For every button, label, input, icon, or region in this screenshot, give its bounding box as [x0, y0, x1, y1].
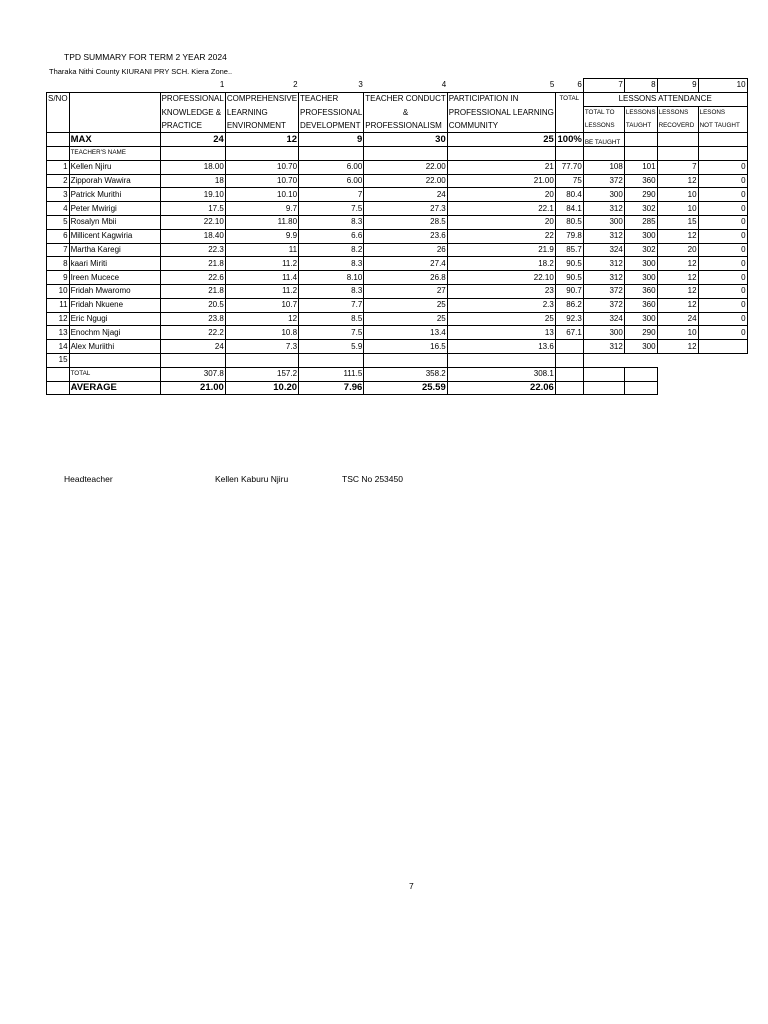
column-number: 7 — [583, 79, 624, 93]
score-cell: 12 — [657, 257, 698, 271]
score-cell: 10.7 — [225, 298, 298, 312]
table-row — [47, 353, 748, 367]
score-cell: 0 — [698, 215, 747, 229]
header-c9: RECOVERD — [657, 119, 698, 132]
column-number: 6 — [555, 79, 583, 93]
score-cell: 290 — [624, 326, 657, 340]
score-cell — [583, 353, 624, 367]
score-cell: 21.00 — [447, 174, 555, 188]
teacher-name — [69, 353, 160, 367]
blank-cell — [583, 367, 624, 381]
table-row — [47, 284, 748, 298]
table-row — [47, 257, 748, 271]
header-c7: BE TAUGHT — [583, 133, 624, 147]
score-cell: 300 — [583, 215, 624, 229]
score-cell: 372 — [583, 284, 624, 298]
score-cell: 22.1 — [447, 202, 555, 216]
score-cell: 22.10 — [447, 271, 555, 285]
score-cell: 24 — [160, 340, 225, 354]
column-number-row — [47, 79, 748, 93]
score-cell: 85.7 — [555, 243, 583, 257]
teacher-name: Rosalyn Mbii — [69, 215, 160, 229]
row-number: 12 — [47, 312, 70, 326]
blank-cell — [555, 119, 583, 132]
score-cell: 300 — [624, 257, 657, 271]
score-cell: 11.2 — [225, 284, 298, 298]
header-c1: PRACTICE — [160, 119, 225, 132]
row-number: 9 — [47, 271, 70, 285]
table-row — [47, 340, 748, 354]
score-cell: 22.3 — [160, 243, 225, 257]
table-row — [47, 271, 748, 285]
blank-cell — [47, 146, 70, 160]
header-c4: & — [364, 106, 447, 119]
blank-cell — [583, 381, 624, 395]
score-cell: 13.6 — [447, 340, 555, 354]
header-c3: PROFESSIONAL — [299, 106, 364, 119]
blank-cell — [69, 79, 160, 93]
score-cell: 101 — [624, 160, 657, 174]
score-cell: 77.70 — [555, 160, 583, 174]
column-number: 3 — [358, 80, 363, 90]
average-value: 22.06 — [447, 381, 555, 395]
blank-cell — [555, 367, 583, 381]
score-cell: 25 — [364, 298, 447, 312]
header-c10: NOT TAUGHT — [698, 119, 747, 132]
score-cell: 10 — [657, 188, 698, 202]
score-cell: 75 — [555, 174, 583, 188]
blank-cell — [69, 119, 160, 132]
score-cell: 6.00 — [299, 174, 364, 188]
max-value: 24 — [160, 133, 225, 147]
header-c1: KNOWLEDGE & — [160, 106, 225, 119]
teacher-name: Millicent Kagwiria — [69, 229, 160, 243]
score-cell: 21.8 — [160, 257, 225, 271]
average-label: AVERAGE — [69, 381, 160, 395]
blank-cell — [160, 146, 225, 160]
blank-cell — [364, 146, 447, 160]
document-title: TPD SUMMARY FOR TERM 2 YEAR 2024 — [64, 52, 227, 62]
page-number: 7 — [409, 881, 414, 891]
blank-cell — [698, 146, 747, 160]
score-cell: 108 — [583, 160, 624, 174]
score-cell: 7.3 — [225, 340, 298, 354]
score-cell: 0 — [698, 326, 747, 340]
row-number: 15 — [47, 353, 70, 367]
score-cell: 9.9 — [225, 229, 298, 243]
score-cell: 80.5 — [555, 215, 583, 229]
score-cell — [698, 353, 747, 367]
score-cell: 22.10 — [160, 215, 225, 229]
score-cell: 20 — [447, 188, 555, 202]
score-cell: 8.2 — [299, 243, 364, 257]
blank-cell — [47, 79, 70, 93]
score-cell: 300 — [583, 326, 624, 340]
score-cell — [160, 353, 225, 367]
score-cell: 0 — [698, 312, 747, 326]
score-cell: 300 — [624, 271, 657, 285]
header-row — [47, 92, 748, 106]
score-cell: 22.2 — [160, 326, 225, 340]
column-number: 8 — [624, 79, 657, 93]
score-cell: 90.7 — [555, 284, 583, 298]
score-cell: 23 — [447, 284, 555, 298]
header-c5: COMMUNITY — [447, 119, 555, 132]
score-cell: 10.10 — [225, 188, 298, 202]
score-cell: 9.7 — [225, 202, 298, 216]
score-cell: 12 — [657, 284, 698, 298]
score-cell: 0 — [698, 188, 747, 202]
score-cell: 302 — [624, 243, 657, 257]
row-number: 14 — [47, 340, 70, 354]
row-number: 11 — [47, 298, 70, 312]
blank-cell — [47, 119, 70, 132]
row-number: 8 — [47, 257, 70, 271]
row-number: 5 — [47, 215, 70, 229]
score-cell: 25 — [364, 312, 447, 326]
score-cell: 324 — [583, 312, 624, 326]
blank-cell — [69, 106, 160, 119]
score-cell: 8.3 — [299, 257, 364, 271]
score-cell: 8.3 — [299, 215, 364, 229]
header-c4: PROFESSIONALISM — [364, 119, 447, 132]
blank-cell — [657, 133, 698, 147]
score-cell: 7 — [299, 188, 364, 202]
score-cell: 86.2 — [555, 298, 583, 312]
score-cell: 21 — [447, 160, 555, 174]
row-number: 4 — [47, 202, 70, 216]
teacher-name: Zipporah Wawira — [69, 174, 160, 188]
blank-cell — [698, 133, 747, 147]
score-cell: 15 — [657, 215, 698, 229]
score-cell: 12 — [225, 312, 298, 326]
sno-header: S/NO — [47, 92, 70, 106]
max-value: 30 — [364, 133, 447, 147]
header-c2: LEARNING — [225, 106, 298, 119]
teacher-name: Enochm Njagi — [69, 326, 160, 340]
header-c5: PROFESSIONAL LEARNING — [447, 106, 555, 119]
score-cell: 10.8 — [225, 326, 298, 340]
header-c3: DEVELOPMENT — [299, 119, 364, 132]
score-cell: 300 — [624, 312, 657, 326]
score-cell: 13.4 — [364, 326, 447, 340]
blank-cell — [583, 146, 624, 160]
score-cell: 79.8 — [555, 229, 583, 243]
score-cell: 5.9 — [299, 340, 364, 354]
score-cell: 324 — [583, 243, 624, 257]
blank-cell — [47, 133, 70, 147]
score-cell: 7.7 — [299, 298, 364, 312]
column-number: 5 — [549, 80, 555, 90]
score-cell: 25 — [447, 312, 555, 326]
header-row — [47, 106, 748, 119]
table-row — [47, 160, 748, 174]
column-number: 9 — [657, 79, 698, 93]
total-value: 307.8 — [160, 367, 225, 381]
teacher-name: Ireen Mucece — [69, 271, 160, 285]
score-cell: 10.70 — [225, 174, 298, 188]
score-cell: 302 — [624, 202, 657, 216]
max-row — [47, 133, 748, 147]
total-value: 111.5 — [299, 367, 364, 381]
score-cell: 18.40 — [160, 229, 225, 243]
total-row — [47, 367, 748, 381]
score-cell: 360 — [624, 298, 657, 312]
score-cell: 0 — [698, 229, 747, 243]
blank-cell — [47, 367, 70, 381]
blank-cell — [624, 367, 657, 381]
max-value: 9 — [299, 133, 364, 147]
score-cell: 7.5 — [299, 202, 364, 216]
teacher-name: kaari Miriti — [69, 257, 160, 271]
score-cell: 12 — [657, 229, 698, 243]
score-cell: 8.5 — [299, 312, 364, 326]
table-row — [47, 243, 748, 257]
average-value: 7.96 — [299, 381, 364, 395]
column-number: 1 — [219, 80, 225, 90]
max-value: 100% — [555, 133, 583, 147]
table-row — [47, 215, 748, 229]
score-cell: 360 — [624, 284, 657, 298]
score-cell: 360 — [624, 174, 657, 188]
score-cell: 23.8 — [160, 312, 225, 326]
header-c8: LESSONS — [624, 106, 657, 119]
score-cell: 26.8 — [364, 271, 447, 285]
header-c3: TEACHER — [299, 92, 364, 106]
header-c7: TOTAL TO — [583, 106, 624, 119]
row-number: 6 — [47, 229, 70, 243]
score-cell: 27.3 — [364, 202, 447, 216]
score-cell: 0 — [698, 243, 747, 257]
score-cell: 300 — [583, 188, 624, 202]
signature-role: Headteacher — [64, 474, 113, 484]
score-cell: 285 — [624, 215, 657, 229]
row-number: 7 — [47, 243, 70, 257]
score-cell: 20.5 — [160, 298, 225, 312]
score-cell: 80.4 — [555, 188, 583, 202]
header-c5: PARTICIPATION IN — [447, 92, 555, 106]
score-cell: 7 — [657, 160, 698, 174]
score-cell: 300 — [624, 229, 657, 243]
score-cell: 11.80 — [225, 215, 298, 229]
score-cell: 18.2 — [447, 257, 555, 271]
score-cell: 12 — [657, 298, 698, 312]
table-row — [47, 326, 748, 340]
score-cell — [657, 353, 698, 367]
header-c1: PROFESSIONAL — [160, 92, 225, 106]
score-cell: 312 — [583, 340, 624, 354]
score-cell — [225, 353, 298, 367]
score-cell: 67.1 — [555, 326, 583, 340]
blank-cell — [657, 146, 698, 160]
table-row — [47, 229, 748, 243]
score-cell: 21.9 — [447, 243, 555, 257]
score-cell: 10 — [657, 202, 698, 216]
score-cell: 372 — [583, 174, 624, 188]
score-cell: 26 — [364, 243, 447, 257]
score-cell: 18.00 — [160, 160, 225, 174]
score-cell: 8.3 — [299, 284, 364, 298]
blank-cell — [69, 92, 160, 106]
score-cell — [555, 353, 583, 367]
total-label: TOTAL — [69, 367, 160, 381]
score-cell: 12 — [657, 271, 698, 285]
average-value: 21.00 — [160, 381, 225, 395]
score-cell: 28.5 — [364, 215, 447, 229]
score-cell — [299, 353, 364, 367]
teacher-name: Alex Muriithi — [69, 340, 160, 354]
tsc-number: TSC No 253450 — [342, 474, 403, 484]
score-cell: 0 — [698, 284, 747, 298]
score-cell: 12 — [657, 174, 698, 188]
blank-cell — [555, 146, 583, 160]
max-label: MAX — [69, 133, 160, 147]
score-cell: 24 — [364, 188, 447, 202]
header-c2: ENVIRONMENT — [225, 119, 298, 132]
score-cell: 20 — [447, 215, 555, 229]
teacher-name: Peter Mwirigi — [69, 202, 160, 216]
blank-cell — [47, 381, 70, 395]
header-c7: LESSONS — [583, 119, 624, 132]
blank-cell — [555, 381, 583, 395]
average-row — [47, 381, 748, 395]
teacher-name: Martha Karegi — [69, 243, 160, 257]
score-cell: 10 — [657, 326, 698, 340]
teacher-name: Eric Ngugi — [69, 312, 160, 326]
header-c10: LESONS — [698, 106, 747, 119]
blank-cell — [447, 146, 555, 160]
score-cell: 312 — [583, 257, 624, 271]
score-cell: 0 — [698, 257, 747, 271]
score-cell: 19.10 — [160, 188, 225, 202]
average-value: 25.59 — [364, 381, 447, 395]
teacher-name: Patrick Murithi — [69, 188, 160, 202]
max-value: 25 — [447, 133, 555, 147]
score-cell: 0 — [698, 174, 747, 188]
score-cell: 300 — [624, 340, 657, 354]
score-cell: 312 — [583, 229, 624, 243]
score-cell: 92.3 — [555, 312, 583, 326]
score-cell: 11.4 — [225, 271, 298, 285]
blank-cell — [299, 146, 364, 160]
score-cell: 290 — [624, 188, 657, 202]
row-number: 1 — [47, 160, 70, 174]
score-cell: 11.2 — [225, 257, 298, 271]
score-cell — [447, 353, 555, 367]
table-row — [47, 202, 748, 216]
score-cell: 22.6 — [160, 271, 225, 285]
blank-cell — [624, 146, 657, 160]
score-cell: 90.5 — [555, 271, 583, 285]
header-c8: TAUGHT — [624, 119, 657, 132]
column-number: 4 — [441, 80, 447, 90]
table-row — [47, 298, 748, 312]
score-cell: 7.5 — [299, 326, 364, 340]
table-row — [47, 312, 748, 326]
score-cell: 16.5 — [364, 340, 447, 354]
score-cell: 6.00 — [299, 160, 364, 174]
column-number: 2 — [293, 80, 298, 90]
total-value: 358.2 — [364, 367, 447, 381]
header-row — [47, 119, 748, 132]
score-cell: 27.4 — [364, 257, 447, 271]
score-cell: 20 — [657, 243, 698, 257]
average-value: 10.20 — [225, 381, 298, 395]
score-cell: 11 — [225, 243, 298, 257]
max-value: 12 — [225, 133, 298, 147]
score-cell: 0 — [698, 298, 747, 312]
score-cell: 12 — [657, 340, 698, 354]
total-value: 308.1 — [447, 367, 555, 381]
total-value: 157.2 — [225, 367, 298, 381]
table-row — [47, 188, 748, 202]
score-cell: 13 — [447, 326, 555, 340]
teacher-name: Fridah Nkuene — [69, 298, 160, 312]
teachers-name-row — [47, 146, 748, 160]
tpd-summary-table — [46, 78, 748, 395]
score-cell: 372 — [583, 298, 624, 312]
table-row — [47, 174, 748, 188]
score-cell: 6.6 — [299, 229, 364, 243]
score-cell: 90.5 — [555, 257, 583, 271]
score-cell: 312 — [583, 271, 624, 285]
score-cell: 0 — [698, 160, 747, 174]
row-number: 3 — [47, 188, 70, 202]
score-cell: 0 — [698, 202, 747, 216]
signature-name: Kellen Kaburu Njiru — [215, 474, 289, 484]
score-cell — [624, 353, 657, 367]
header-c9: LESSONS — [657, 106, 698, 119]
score-cell: 21.8 — [160, 284, 225, 298]
score-cell: 0 — [698, 271, 747, 285]
column-number: 10 — [698, 79, 747, 93]
header-c2: COMPREHENSIVE — [225, 92, 298, 106]
total-header: TOTAL — [555, 92, 583, 106]
header-c4: TEACHER CONDUCT — [364, 92, 447, 106]
score-cell — [555, 340, 583, 354]
score-cell: 17.5 — [160, 202, 225, 216]
blank-cell — [47, 106, 70, 119]
score-cell — [364, 353, 447, 367]
score-cell: 10.70 — [225, 160, 298, 174]
blank-cell — [225, 146, 298, 160]
score-cell: 2.3 — [447, 298, 555, 312]
blank-cell — [624, 381, 657, 395]
score-cell: 23.6 — [364, 229, 447, 243]
score-cell: 24 — [657, 312, 698, 326]
lessons-attendance-header: LESSONS ATTENDANCE — [583, 92, 747, 106]
document-subtitle: Tharaka Nithi County KIURANI PRY SCH. Kiera Zone.. — [49, 67, 233, 76]
blank-cell — [624, 133, 657, 147]
row-number: 2 — [47, 174, 70, 188]
row-number: 10 — [47, 284, 70, 298]
score-cell: 22.00 — [364, 160, 447, 174]
score-cell: 8.10 — [299, 271, 364, 285]
row-number: 13 — [47, 326, 70, 340]
score-cell: 27 — [364, 284, 447, 298]
teacher-name: Fridah Mwaromo — [69, 284, 160, 298]
score-cell: 22 — [447, 229, 555, 243]
blank-cell — [555, 106, 583, 119]
score-cell: 22.00 — [364, 174, 447, 188]
teacher-name: Kellen Njiru — [69, 160, 160, 174]
score-cell — [698, 340, 747, 354]
teachers-name-label: TEACHER'S NAME — [69, 146, 160, 160]
score-cell: 84.1 — [555, 202, 583, 216]
score-cell: 312 — [583, 202, 624, 216]
score-cell: 18 — [160, 174, 225, 188]
